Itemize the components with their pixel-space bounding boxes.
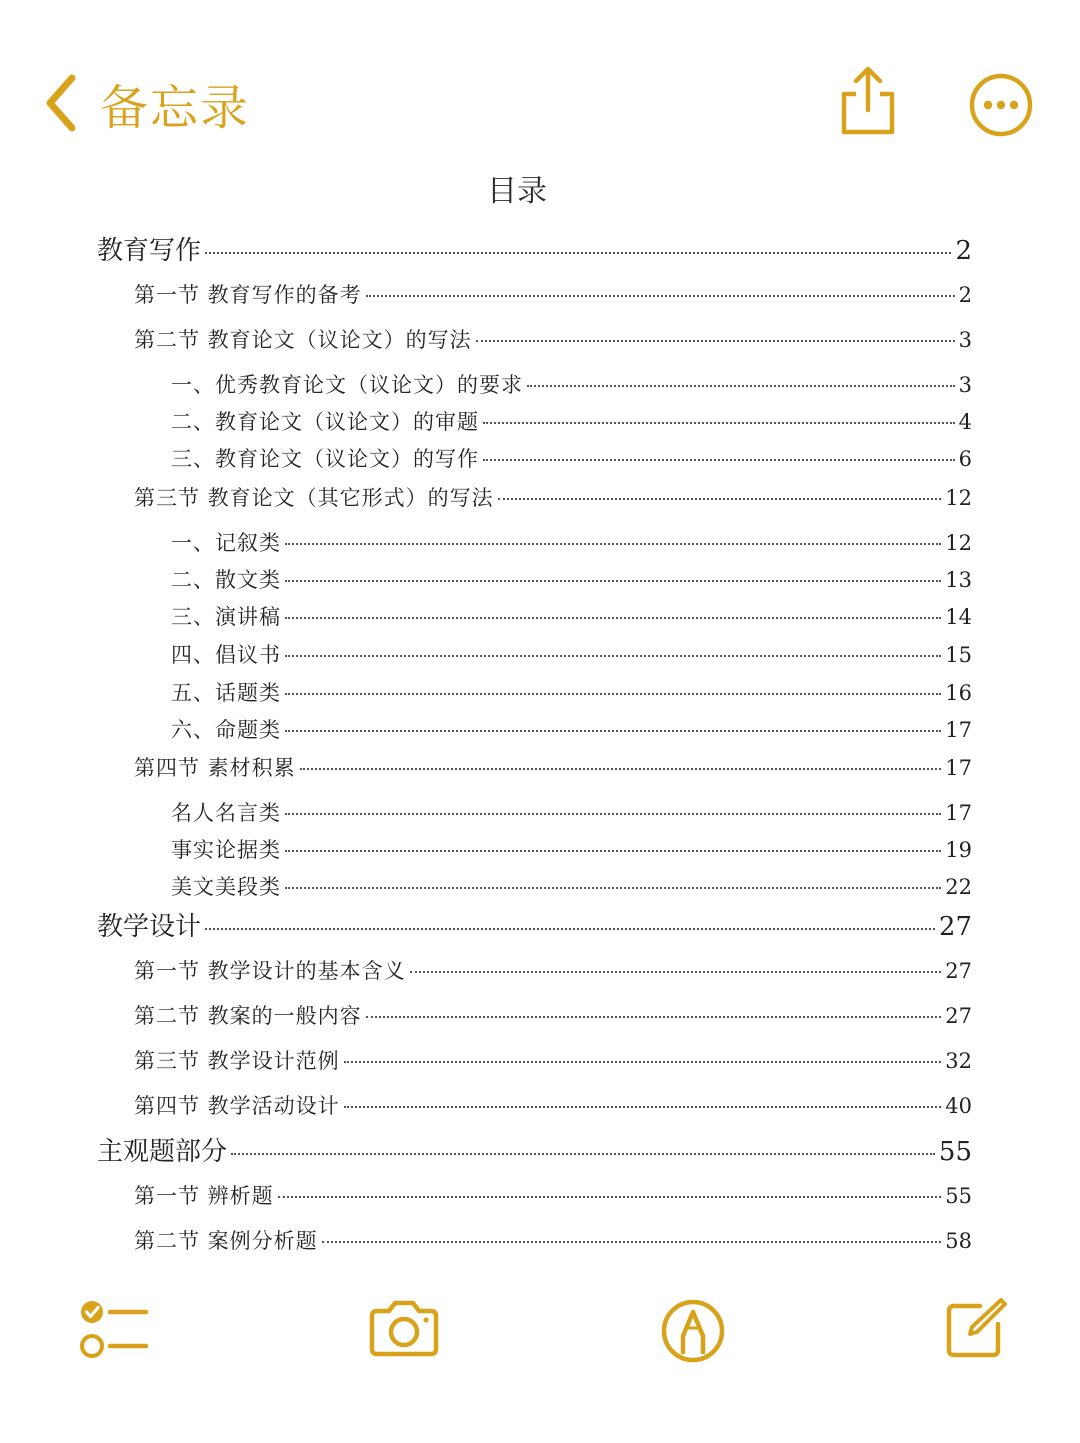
bottom-toolbar: [0, 1280, 1080, 1390]
markup-button[interactable]: [660, 1298, 726, 1364]
navigation-bar: [0, 0, 1080, 160]
toc-entry: 美文美段类 22: [171, 875, 972, 899]
toc-entry: 二、散文类 13: [171, 568, 972, 592]
markup-pen-icon: [660, 1298, 726, 1364]
checklist-button[interactable]: [78, 1298, 150, 1362]
checklist-icon: [78, 1298, 150, 1362]
toc-entry: 第四节 教学活动设计 40: [134, 1094, 972, 1118]
toc-entry: 三、演讲稿 14: [171, 605, 972, 629]
toc-entry: 五、话题类 16: [171, 681, 972, 705]
toc-entry: 第三节 教育论文（其它形式）的写法 12: [134, 486, 972, 510]
toc-entry: 一、优秀教育论文（议论文）的要求 3: [171, 373, 972, 397]
toc-entry: 第二节 教案的一般内容 27: [134, 1004, 972, 1028]
toc-entry: 第二节 教育论文（议论文）的写法 3: [134, 328, 972, 352]
toc-entry: 事实论据类 19: [171, 838, 972, 862]
toc-entry: 第二节 案例分析题 58: [134, 1229, 972, 1253]
toc-entry: 教学设计 27: [97, 912, 972, 942]
toc-entry: 第三节 教学设计范例 32: [134, 1049, 972, 1073]
toc-entry: 教育写作 2: [97, 236, 972, 266]
camera-button[interactable]: [366, 1298, 442, 1360]
back-button[interactable]: [40, 68, 250, 138]
toc-entry: 第四节 素材积累 17: [134, 756, 972, 780]
toc-entry: 第一节 教育写作的备考 2: [134, 283, 972, 307]
chevron-left-icon: [40, 72, 80, 134]
compose-button[interactable]: [944, 1296, 1008, 1360]
toc-entry: 四、倡议书 15: [171, 643, 972, 667]
toc-entry: 主观题部分 55: [97, 1137, 972, 1167]
toc-entry: 第一节 教学设计的基本含义 27: [134, 959, 972, 983]
camera-icon: [366, 1298, 442, 1360]
share-icon: [836, 64, 900, 136]
more-icon: [968, 72, 1034, 138]
compose-icon: [944, 1296, 1008, 1360]
toc-entry: 一、记叙类 12: [171, 531, 972, 555]
document-title: 目录: [487, 174, 547, 209]
toc-entry: 名人名言类 17: [171, 801, 972, 825]
back-label: 备忘录: [100, 79, 251, 136]
toc-entry: 二、教育论文（议论文）的审题 4: [171, 410, 972, 434]
share-button[interactable]: [836, 64, 900, 140]
more-button[interactable]: [968, 72, 1034, 142]
toc-entry: 六、命题类 17: [171, 718, 972, 742]
toc-entry: 第一节 辨析题 55: [134, 1184, 972, 1208]
toc-entry: 三、教育论文（议论文）的写作 6: [171, 447, 972, 471]
